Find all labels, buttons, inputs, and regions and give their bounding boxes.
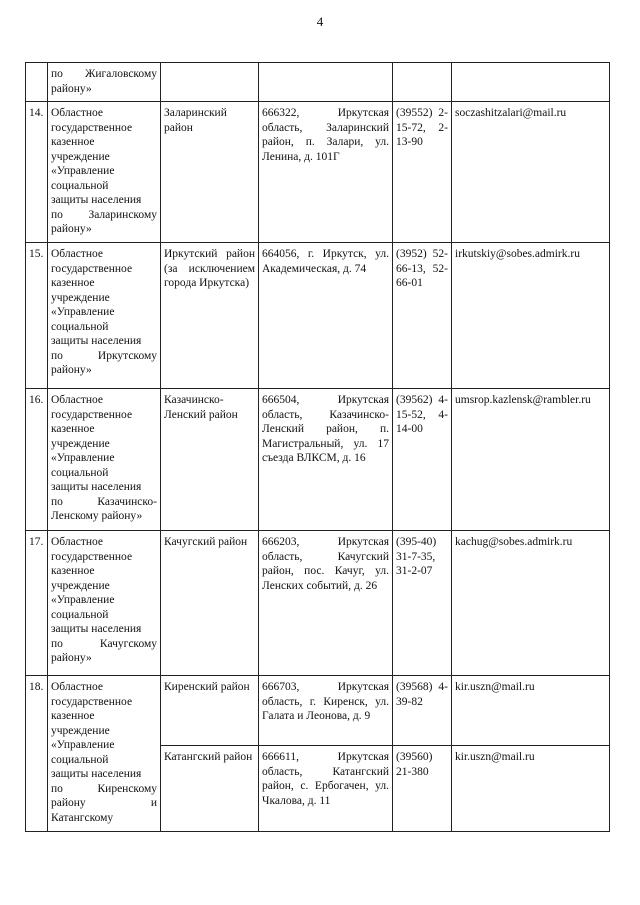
table-row [26,243,610,389]
table-row [26,389,610,531]
institutions-table [25,62,610,832]
district-cell: Казачинско-Ленский район [161,389,259,531]
email-cell: kir.uszn@mail.ru [452,676,610,746]
address-cell: 666504, Иркутская область, Казачинско-Ленский район, п. Магистральный, ул. 17 съезда ВЛКСМ, д. 16 [259,389,393,531]
row-number-cell: 16. [26,389,48,531]
phone-cell: (39560) 21-380 [393,746,452,832]
phone-cell: (395-40) 31-7-35, 31-2-07 [393,531,452,676]
table-row [26,676,610,746]
phone-cell: (39568) 4-39-82 [393,676,452,746]
email-cell: soczashitzalari@mail.ru [452,102,610,243]
address-cell: 666703, Иркутская область, г. Киренск, ул. Галата и Леонова, д. 9 [259,676,393,746]
address-cell: 666203, Иркутская область, Качугский район, пос. Качуг, ул. Ленских событий, д. 26 [259,531,393,676]
email-cell: kachug@sobes.admirk.ru [452,531,610,676]
organization-cell: Областное государственное казенное учреждение «Управление социальной защиты населения по Иркутскому району» [48,243,161,389]
table-row [26,531,610,676]
row-number-cell: 15. [26,243,48,389]
address-cell: 666322, Иркутская область, Заларинский район, п. Залари, ул. Ленина, д. 101Г [259,102,393,243]
address-cell: 666611, Иркутская область, Катангский район, с. Ербогачен, ул. Чкалова, д. 11 [259,746,393,832]
district-cell: Иркутский район (за исключением города Иркутска) [161,243,259,389]
row-number-cell: 17. [26,531,48,676]
phone-cell: (39562) 4-15-52, 4-14-00 [393,389,452,531]
address-cell [259,63,393,102]
page-number: 4 [316,14,324,29]
row-number-cell: 14. [26,102,48,243]
address-cell: 664056, г. Иркутск, ул. Академическая, д. 74 [259,243,393,389]
email-cell: kir.uszn@mail.ru [452,746,610,832]
table-row [26,102,610,243]
email-cell: irkutskiy@sobes.admirk.ru [452,243,610,389]
organization-cell: Областное государственное казенное учреждение «Управление социальной защиты населения по Качугскому району» [48,531,161,676]
organization-cell: Областное государственное казенное учреждение «Управление социальной защиты населения по Заларинскому району» [48,102,161,243]
phone-cell: (3952) 52-66-13, 52-66-01 [393,243,452,389]
phone-cell: (39552) 2-15-72, 2-13-90 [393,102,452,243]
district-cell: Катангский район [161,746,259,832]
organization-cell: Областное государственное казенное учреждение «Управление социальной защиты населения по Казачинско- Ленскому району» [48,389,161,531]
district-cell: Киренский район [161,676,259,746]
district-cell: Заларинский район [161,102,259,243]
table-row [26,63,610,102]
row-number-cell [26,63,48,102]
row-number-cell: 18. [26,676,48,832]
organization-cell: Областное государственное казенное учреждение «Управление социальной защиты населения по Киренскому району и Катангскому [48,676,161,832]
organization-cell: по Жигаловскому району» [48,63,161,102]
district-cell: Качугский район [161,531,259,676]
email-cell: umsrop.kazlensk@rambler.ru [452,389,610,531]
district-cell [161,63,259,102]
email-cell [452,63,610,102]
phone-cell [393,63,452,102]
